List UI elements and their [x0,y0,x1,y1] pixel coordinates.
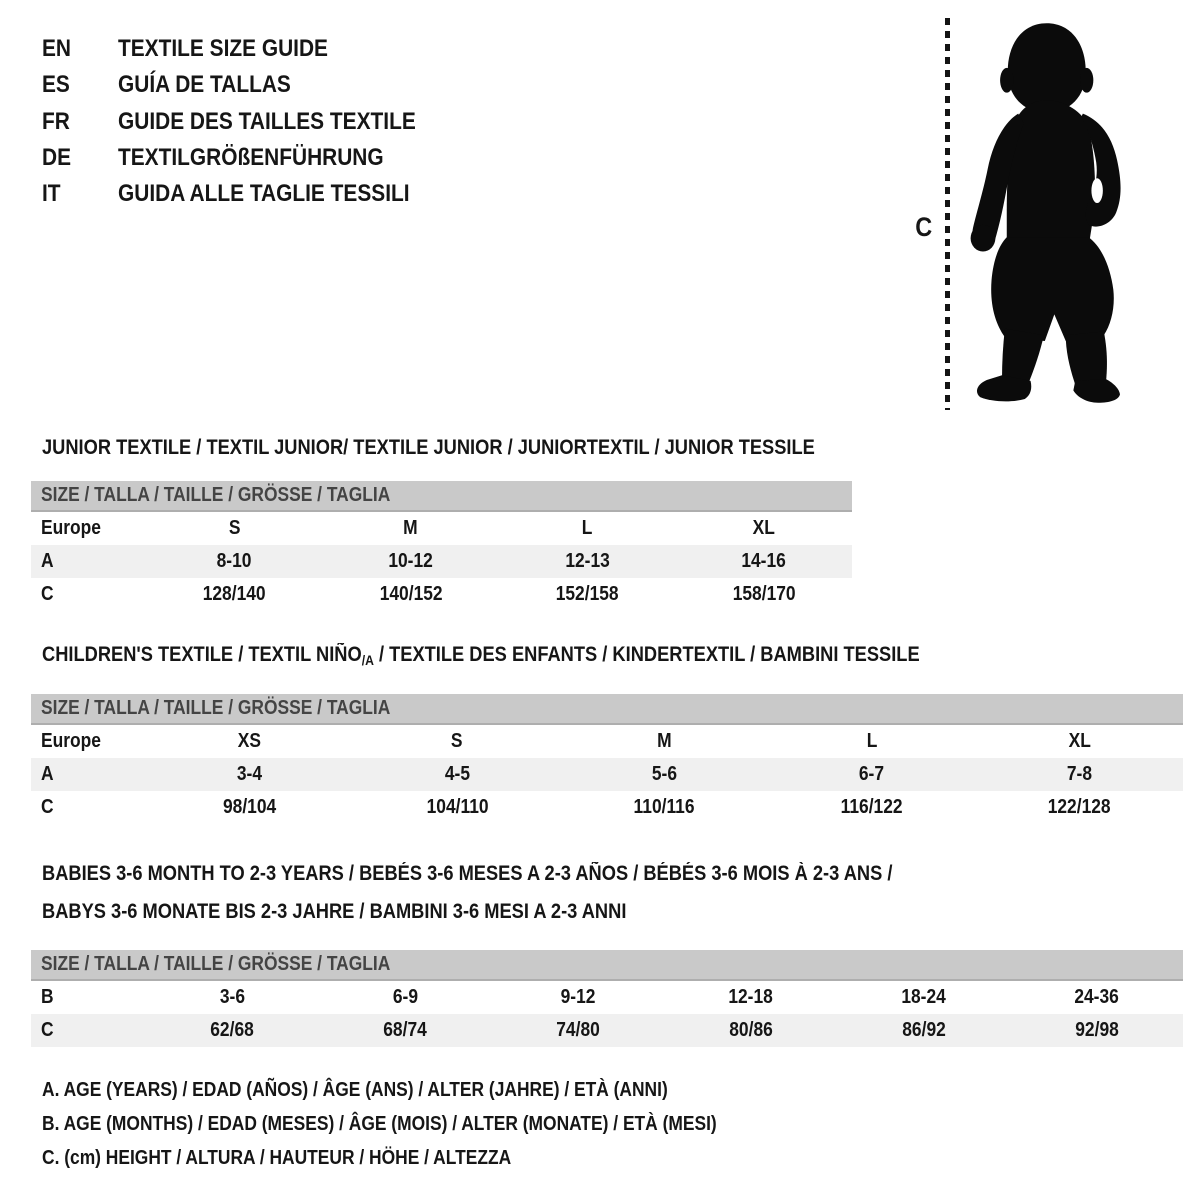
age-value: 7-8 [1066,763,1092,785]
age-value: 14-16 [741,550,787,572]
junior-section-title [42,436,930,460]
babies-size-table-header [31,950,1183,981]
junior-size-table [31,481,852,611]
junior-age-row [31,545,852,578]
months-value: 24-36 [1074,986,1119,1008]
babies-height-row [31,1014,1183,1047]
legend-line-c-text: C. (cm) HEIGHT / ALTURA / HAUTEUR / HÖHE / ALTEZZA [42,1147,512,1169]
junior-section-title-text: JUNIOR TEXTILE / TEXTIL JUNIOR/ TEXTILE JUNIOR / JUNIORTEXTIL / JUNIOR TESSILE [42,436,815,459]
row-label-a: A [41,550,54,572]
children-size-table-header [31,694,1183,725]
size-value: L [581,517,593,539]
height-dashed-line [945,18,950,410]
months-value: 18-24 [901,986,946,1008]
height-value: 104/110 [426,796,489,818]
age-value: 12-13 [564,550,610,572]
legend-line-a-text: A. AGE (YEARS) / EDAD (AÑOS) / ÂGE (ANS) / ALTER (JAHRE) / ETÀ (ANNI) [42,1079,668,1101]
height-value: 116/122 [840,796,903,818]
height-value: 80/86 [729,1019,773,1041]
region-label: Europe [41,517,101,539]
babies-title-line1-text: BABIES 3-6 MONTH TO 2-3 YEARS / BEBÉS 3-6 MESES A 2-3 AÑOS / BÉBÉS 3-6 MOIS À 2-3 ANS / [42,862,893,885]
toddler-silhouette-image [963,15,1139,411]
height-value: 110/116 [634,796,696,818]
children-size-table [31,694,1183,824]
height-value: 86/92 [901,1019,946,1041]
babies-section-title-line2 [42,900,714,924]
legend-line-c [42,1146,581,1170]
months-value: 3-6 [219,986,245,1008]
children-height-row [31,791,1183,824]
guide-title-fr: GUIDE DES TAILLES TEXTILE [118,108,416,135]
language-code-en: EN [42,35,72,62]
height-value: 74/80 [556,1019,600,1041]
size-header-label: SIZE / TALLA / TAILLE / GRÖSSE / TAGLIA [41,953,391,975]
size-value: S [451,730,463,752]
legend-line-a [42,1078,761,1102]
language-code-fr: FR [42,108,70,135]
guide-title-en: TEXTILE SIZE GUIDE [118,35,328,62]
size-value: M [403,517,418,539]
region-label: Europe [41,730,101,752]
language-code-es: ES [42,71,70,98]
months-value: 9-12 [560,986,596,1008]
size-value: XS [238,730,262,752]
nino-a-subscript: /A [361,652,374,668]
row-label-c: C [41,583,54,605]
language-code-de: DE [42,144,72,171]
legend-line-b [42,1112,818,1136]
size-header-label: SIZE / TALLA / TAILLE / GRÖSSE / TAGLIA [41,697,391,719]
children-section-title [42,643,1051,668]
height-value: 140/152 [379,583,443,605]
children-europe-row [31,725,1183,758]
size-value: XL [752,517,775,539]
height-value: 92/98 [1074,1019,1119,1041]
height-value: 158/170 [732,583,796,605]
babies-months-row [31,981,1183,1014]
height-value: 68/74 [383,1019,428,1041]
children-age-row [31,758,1183,791]
height-value: 128/140 [202,583,266,605]
age-value: 5-6 [651,763,678,785]
guide-title-de: TEXTILGRÖßENFÜHRUNG [118,144,384,171]
legend-line-b-text: B. AGE (MONTHS) / EDAD (MESES) / ÂGE (MOIS) / ALTER (MONATE) / ETÀ (MESI) [42,1113,717,1135]
height-value: 98/104 [223,796,277,818]
row-label-c: C [41,796,54,818]
age-value: 4-5 [444,763,470,785]
height-value: 152/158 [555,583,619,605]
months-value: 12-18 [728,986,774,1008]
months-value: 6-9 [392,986,418,1008]
height-value: 122/128 [1047,796,1111,818]
guide-title-es: GUÍA DE TALLAS [118,71,291,98]
age-value: 8-10 [216,550,252,572]
babies-title-line2-text: BABYS 3-6 MONATE BIS 2-3 JAHRE / BAMBINI 3-6 MESI A 2-3 ANNI [42,900,627,923]
junior-size-table-header [31,481,852,512]
age-value: 6-7 [859,763,885,785]
size-value: L [866,730,878,752]
guide-title-it: GUIDA ALLE TAGLIE TESSILI [118,180,410,207]
language-code-it: IT [42,180,61,207]
size-value: XL [1068,730,1091,752]
age-value: 3-4 [237,763,263,785]
children-section-title-text: CHILDREN'S TEXTILE / TEXTIL NIÑO/A / TEXTILE DES ENFANTS / KINDERTEXTIL / BAMBINI TESSILE [42,643,920,668]
babies-section-title-line1 [42,862,1020,886]
junior-height-row [31,578,852,611]
size-value: M [657,730,672,752]
height-measure-label: C [915,212,933,242]
age-value: 10-12 [388,550,434,572]
row-label-c: C [41,1019,54,1041]
size-value: S [228,517,241,539]
junior-europe-row [31,512,852,545]
row-label-b: B [41,986,54,1008]
babies-size-table [31,950,1183,1047]
size-header-label: SIZE / TALLA / TAILLE / GRÖSSE / TAGLIA [41,484,391,506]
height-value: 62/68 [210,1019,255,1041]
row-label-a: A [41,763,54,785]
